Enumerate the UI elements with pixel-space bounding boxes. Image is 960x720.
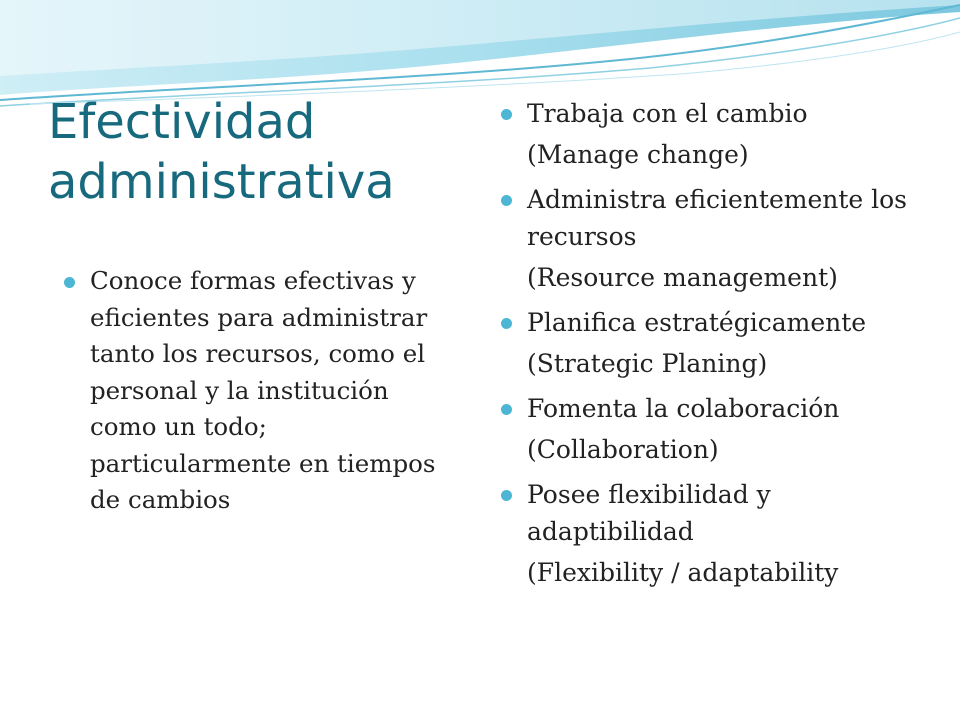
left-bullet-item: Conoce formas efectivas y eficientes para administrar tanto los recursos, como el personal y la institución como un todo; particularmente en tiempos de cambios [60,263,460,519]
left-bullet-list [60,263,460,519]
slide-title-line-1: Efectividad [48,94,316,150]
right-bullet-list [497,95,937,599]
bullet-item-resource-management: Administra eficientemente los recursos [497,181,937,255]
bullet-subtext-strategic-planning: (Strategic Planing) [527,349,768,378]
slide-title [48,92,468,212]
bullet-item-flexibility: Posee flexibilidad y adaptibilidad [497,476,937,550]
bullet-subtext-resource-management: (Resource management) [527,263,838,292]
bullet-subtext-collaboration: (Collaboration) [527,435,719,464]
bullet-item-manage-change: Trabaja con el cambio [497,95,937,132]
slide-title-line-2: administrativa [48,154,395,210]
bullet-item-strategic-planning: Planifica estratégicamente [497,304,937,341]
bullet-subtext-flexibility: (Flexibility / adaptability [527,558,839,587]
bullet-item-collaboration: Fomenta la colaboración [497,390,937,427]
bullet-subtext-manage-change: (Manage change) [527,140,749,169]
